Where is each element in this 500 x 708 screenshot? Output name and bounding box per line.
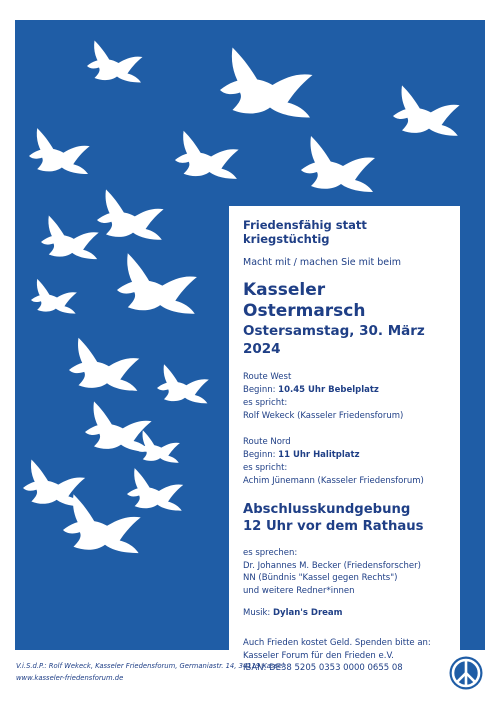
dove-icon [220, 48, 313, 118]
dove-icon [87, 41, 143, 83]
donation-iban: IBAN: DE38 5205 0353 0000 0655 08 [243, 663, 403, 673]
event-info-panel [229, 206, 460, 673]
imprint-line: V.i.S.d.P.: Rolf Wekeck, Kasseler Friedensforum, Germaniastr. 14, 34119 Kassel [16, 662, 284, 670]
route-west-speaker: Rolf Wekeck (Kasseler Friedensforum) [243, 411, 404, 421]
final-rally-heading [243, 501, 450, 535]
route-nord-speaker: Achim Jünemann (Kasseler Friedensforum) [243, 476, 424, 486]
website-link[interactable]: www.kasseler-friedensforum.de [16, 674, 124, 682]
route-nord-speaker-label: es spricht: [243, 463, 288, 473]
dove-icon [85, 401, 152, 451]
dove-icon [117, 253, 197, 313]
route-west-name: Route West [243, 372, 292, 382]
peace-symbol-icon [448, 655, 484, 691]
route-west-section [243, 371, 450, 423]
route-nord-section [243, 436, 450, 488]
route-west-speaker-label: es spricht: [243, 398, 288, 408]
dove-icon [175, 131, 239, 179]
speakers-label: es sprechen: [243, 548, 298, 558]
route-nord-start-label: Beginn: [243, 450, 279, 460]
speaker-item: NN (Bündnis "Kassel gegen Rechts") [243, 573, 398, 583]
speaker-item: Dr. Johannes M. Becker (Friedensforscher) [243, 560, 421, 571]
dove-icon [157, 364, 209, 403]
event-date: Ostersamstag, 30. März 2024 [243, 323, 425, 357]
final-rally-title: Abschlusskundgebung [243, 502, 411, 517]
final-rally-time-place: 12 Uhr vor dem Rathaus [243, 519, 424, 534]
invitation-line: Macht mit / machen Sie mit beim [243, 257, 402, 268]
route-nord-start-value: 11 Uhr Halitplatz [278, 450, 360, 460]
route-west-start-value: 10.45 Uhr Bebelplatz [278, 385, 379, 395]
dove-icon [97, 189, 164, 239]
route-west-start-label: Beginn: [243, 385, 279, 395]
motto-headline: Friedensfähig statt kriegstüchtig [243, 218, 367, 246]
speakers-section [243, 547, 450, 597]
dove-icon [41, 215, 99, 259]
donation-recipient: Kasseler Forum für den Frieden e.V. [243, 650, 394, 661]
route-west-start [243, 384, 450, 397]
dove-icon [393, 85, 460, 135]
dove-icon [69, 338, 139, 391]
music-band: Dylan's Dream [273, 608, 343, 618]
music-line [243, 608, 450, 618]
speaker-item: und weitere Redner*innen [243, 585, 355, 596]
donation-line: Auch Frieden kostet Geld. Spenden bitte an: [243, 638, 431, 648]
route-nord-start [243, 449, 450, 462]
route-nord-name: Route Nord [243, 437, 291, 447]
music-label: Musik: [243, 608, 273, 618]
dove-icon [127, 468, 183, 511]
event-title: Kasseler Ostermarsch [243, 280, 366, 321]
dove-icon [31, 279, 77, 314]
dove-icon [29, 128, 90, 174]
dove-icon [301, 136, 375, 192]
dove-icon [63, 494, 141, 553]
dove-icon [137, 430, 180, 462]
footer-imprint [16, 660, 284, 684]
